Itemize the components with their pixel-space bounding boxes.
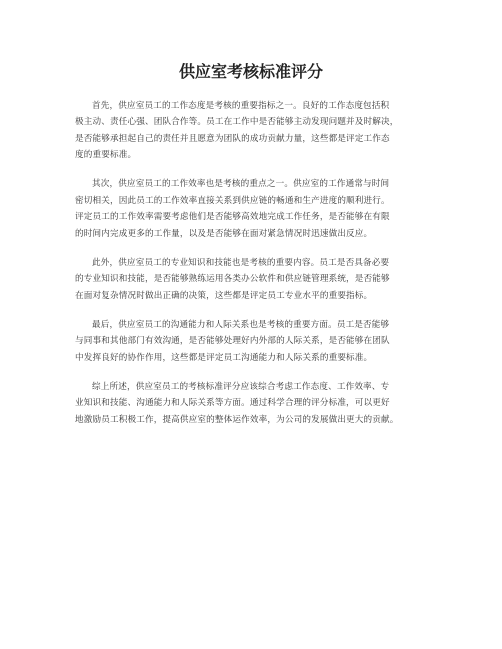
paragraph-line: 综上所述，供应室员工的考核标准评分应该综合考虑工作态度、工作效率、专 <box>92 381 390 392</box>
paragraph-line: 业知识和技能、沟通能力和人际关系等方面。通过科学合理的评分标准，可以更好 <box>75 398 390 409</box>
paragraph-line: 评定员工的工作效率需要考虑他们是否能够高效地完成工作任务，是否能够在有限 <box>75 212 390 223</box>
paragraph-line: 是否能够承担起自己的责任并且愿意为团队的成功贡献力量，这些都是评定工作态 <box>75 133 390 144</box>
paragraph-line: 密切相关，因此员工的工作效率直接关系到供应链的畅通和生产进度的顺利进行。 <box>75 195 390 206</box>
paragraph-line: 与同事和其他部门有效沟通，是否能够处理好内外部的人际关系，是否能够在团队 <box>75 336 390 347</box>
document-body <box>75 98 435 441</box>
paragraph-line: 的专业知识和技能，是否能够熟练运用各类办公软件和供应链管理系统，是否能够 <box>75 274 390 285</box>
paragraph-line: 首先，供应室员工的工作态度是考核的重要指标之一。良好的工作态度包括积 <box>92 101 390 111</box>
paragraph-work-attitude <box>75 98 435 164</box>
paragraph-communication <box>75 317 435 366</box>
paragraph-line: 的时间内完成更多的工作量，以及是否能够在面对紧急情况时迅速做出反应。 <box>75 228 373 239</box>
paragraph-line: 极主动、责任心强、团队合作等。员工在工作中是否能够主动发现问题并及时解决， <box>75 117 399 128</box>
paragraph-work-efficiency <box>75 176 435 242</box>
paragraph-line: 地激励员工积极工作，提高供应室的整体运作效率，为公司的发展做出更大的贡献。 <box>75 414 399 425</box>
paragraph-professional-skills <box>75 255 435 304</box>
document-title: 供应室考核标准评分 <box>178 62 323 81</box>
paragraph-line: 此外，供应室员工的专业知识和技能也是考核的重要内容。员工是否具备必要 <box>92 257 390 268</box>
paragraph-line: 最后，供应室员工的沟通能力和人际关系也是考核的重要方面。员工是否能够 <box>92 319 390 330</box>
paragraph-line: 度的重要标准。 <box>75 150 137 161</box>
paragraph-line: 其次，供应室员工的工作效率也是考核的重点之一。供应室的工作通常与时间 <box>92 179 390 190</box>
paragraph-line: 中发挥良好的协作作用，这些都是评定员工沟通能力和人际关系的重要标准。 <box>75 352 373 363</box>
paragraph-line: 在面对复杂情况时做出正确的决策，这些都是评定员工专业水平的重要指标。 <box>75 290 373 301</box>
paragraph-conclusion <box>75 379 435 428</box>
